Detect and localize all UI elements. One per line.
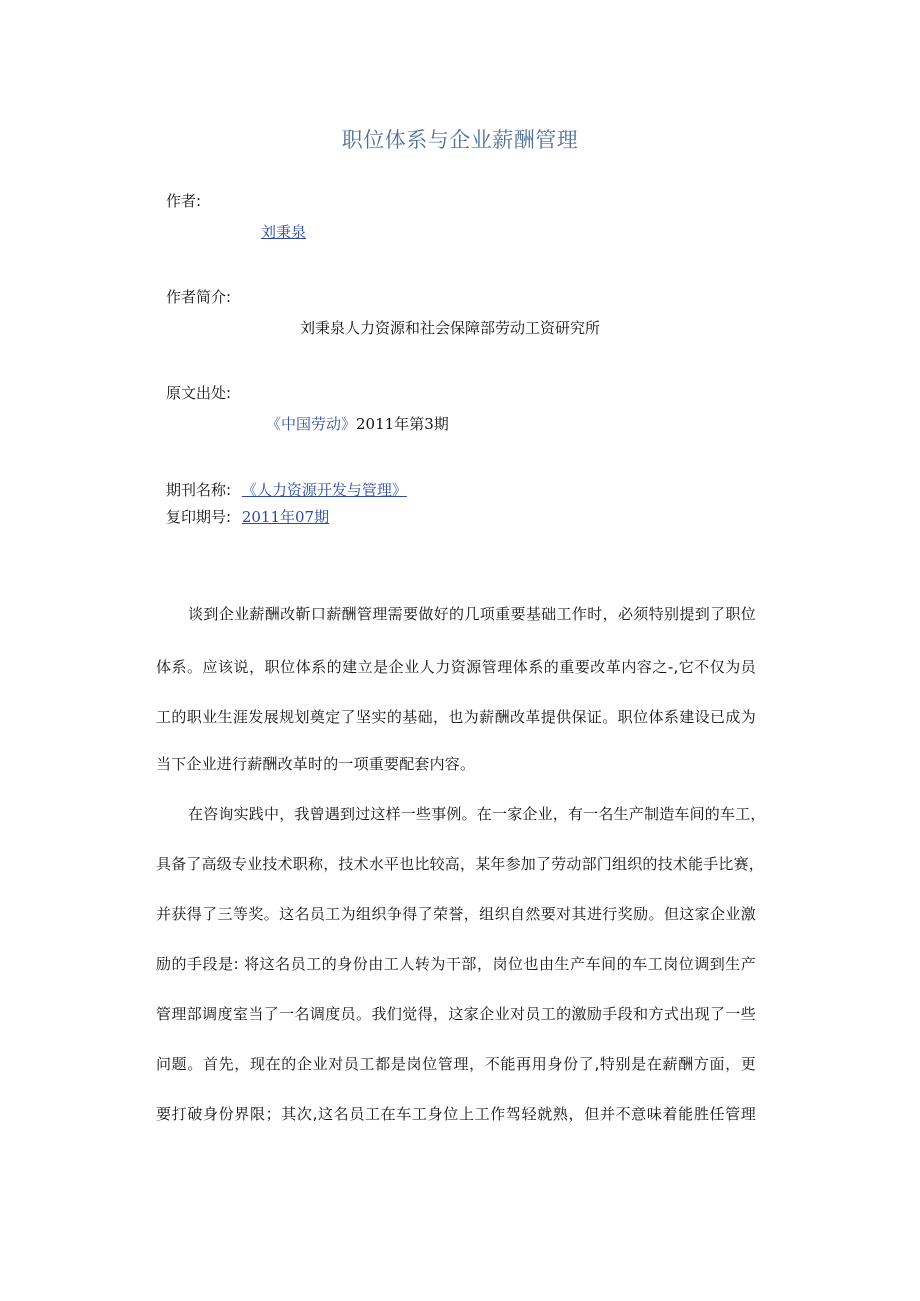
bio-label: 作者简介: [166, 288, 232, 306]
paragraph1-line: 当下企业进行薪酬改革时的一项重要配套内容。 [156, 755, 476, 773]
source-journal-link[interactable]: 《中国劳动》 [266, 415, 357, 433]
paragraph2-line: 具备了高级专业技术职称，技术水平也比较高，某年参加了劳动部门组织的技术能手比赛， [156, 855, 765, 873]
paragraph1-line: 工的职业生涯发展规划奠定了坚实的基础，也为薪酬改革提供保证。职位体系建设已成为 [156, 708, 756, 726]
bio-text: 刘秉泉人力资源和社会保障部劳动工资研究所 [300, 319, 601, 337]
paragraph1-line: 谈到企业薪酬改靳口薪酬管理需要做好的几项重要基础工作时，必须特别提到了职位 [188, 605, 756, 623]
paragraph2-line: 励的手段是: 将这名员工的身份由工人转为干部，岗位也由生产车间的车工岗位调到生产 [156, 955, 756, 973]
paragraph2-line: 问题。首先，现在的企业对员工都是岗位管理，不能再用身份了,特别是在薪酬方面，更 [156, 1055, 756, 1073]
journal-label: 期刊名称: [166, 481, 232, 499]
author-name-link[interactable]: 刘秉泉 [261, 223, 307, 241]
author-label: 作者: [166, 192, 202, 210]
paragraph2-line: 在咨询实践中，我曾遇到过这样一些事例。在一家企业，有一名生产制造车间的车工， [188, 805, 766, 823]
journal-row [166, 479, 407, 500]
source-line [266, 413, 449, 434]
paragraph2-line: 管理部调度室当了一名调度员。我们觉得，这家企业对员工的激励手段和方式出现了一些 [156, 1005, 756, 1023]
source-issue: 2011年第3期 [356, 415, 449, 433]
paragraph2-line: 要打破身份界限；其次,这名员工在车工身位上工作驾轻就熟，但并不意味着能胜任管理 [156, 1105, 756, 1123]
journal-name-link[interactable]: 《人力资源开发与管理》 [241, 481, 407, 499]
source-label: 原文出处: [166, 384, 232, 402]
reprint-label: 复印期号: [166, 508, 232, 526]
reprint-issue-link[interactable]: 2011年07期 [241, 508, 330, 526]
paragraph1-line: 体系。应该说，职位体系的建立是企业人力资源管理体系的重要改革内容之-,它不仅为员 [156, 658, 756, 676]
paragraph2-line: 并获得了三等奖。这名员工为组织争得了荣誉，组织自然要对其进行奖励。但这家企业激 [156, 905, 756, 923]
page-title: 职位体系与企业薪酬管理 [341, 128, 579, 152]
reprint-row [166, 506, 329, 527]
